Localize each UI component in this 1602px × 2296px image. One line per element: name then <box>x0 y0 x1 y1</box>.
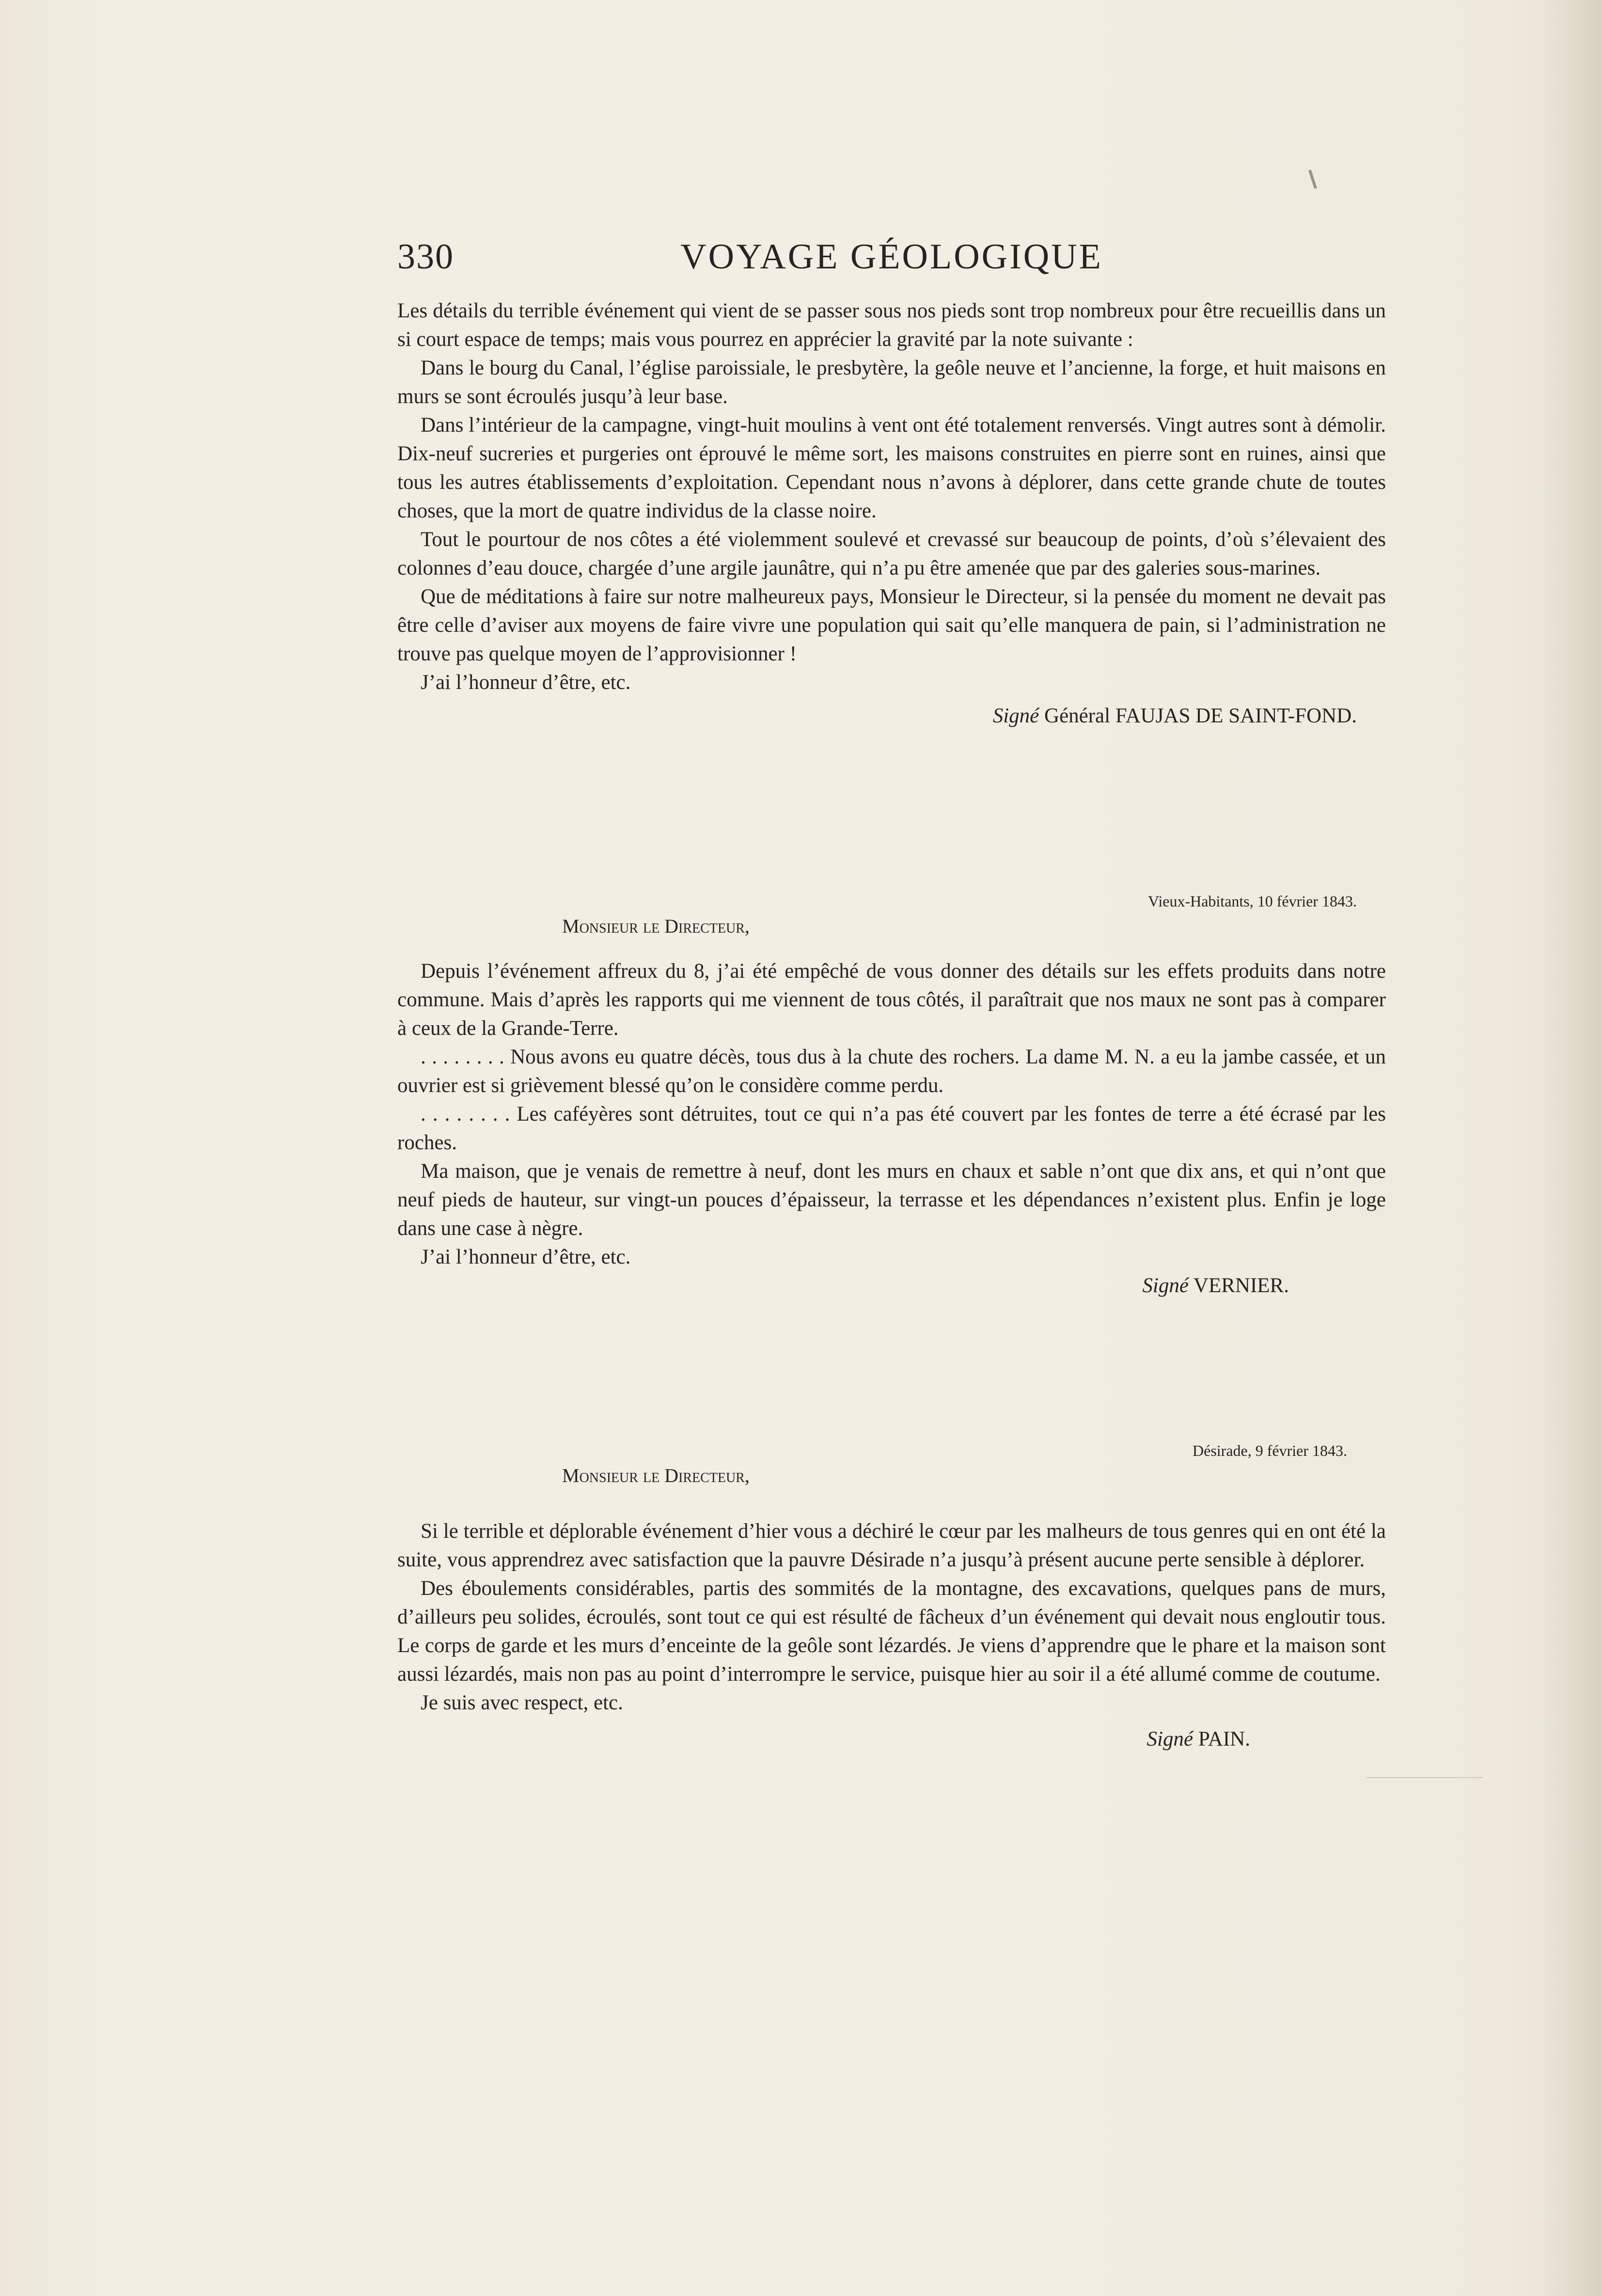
salutation: Monsieur le Directeur, <box>562 915 750 937</box>
paragraph: J’ai l’honneur d’être, etc. <box>421 1246 631 1268</box>
paragraph: Depuis l’événement affreux du 8, j’ai été empêché de vous donner des détails sur les effets produits dans notre commune. Mais d’après les rapports qui me viennent de tous côtés, il paraîtrait que nos maux ne sont pas à comparer à ceux de la Grande-Terre. <box>397 960 1386 1040</box>
page-edge-shadow <box>1544 0 1602 2296</box>
signature <box>397 1271 1386 1300</box>
paragraph: Je suis avec respect, etc. <box>421 1691 623 1714</box>
paragraph: J’ai l’honneur d’être, etc. <box>421 671 631 694</box>
paragraph: Des éboulements considérables, partis des sommités de la montagne, des excavations, quelques pans de murs, d’ailleurs peu solides, écroulés, sont tout ce qui est résulté de fâcheux d’un événement qui devait nous engloutir tous. Le corps de garde et les murs d’enceinte de la geôle sont lézardés. Je viens d’apprendre que le phare et la maison sont aussi lézardés, mais non pas au point d’interrompre le service, puisque hier au soir il a été allumé comme de coutume. <box>397 1577 1386 1686</box>
letter-pain <box>397 1440 1386 1753</box>
signature-name: Général FAUJAS DE SAINT-FOND. <box>1044 704 1357 727</box>
signature-label: Signé <box>1147 1728 1194 1750</box>
running-title: VOYAGE GÉOLOGIQUE <box>680 237 1103 277</box>
signature-name: VERNIER. <box>1193 1274 1289 1297</box>
paragraph: Dans le bourg du Canal, l’église paroissiale, le presbytère, la geôle neuve et l’ancienne, la forge, et huit maisons en murs se sont écroulés jusqu’à leur base. <box>397 357 1386 408</box>
page-header <box>397 233 1386 291</box>
paragraph: Que de méditations à faire sur notre malheureux pays, Monsieur le Directeur, si la pensée du moment ne devait pas être celle d’aviser aux moyens de faire vivre une population qui sait qu’elle manquera de pain, si l’administration ne trouve pas quelque moyen de l’approvisionner ! <box>397 585 1386 665</box>
place-date: Vieux-Habitants, 10 février 1843. <box>1148 892 1357 910</box>
signature-label: Signé <box>1142 1274 1189 1297</box>
paragraph: Tout le pourtour de nos côtes a été violemment soulevé et crevassé sur beaucoup de points, d’où s’élevaient des colonnes d’eau douce, chargée d’une argile jaunâtre, qui n’a pu être amenée que par des galeries sous-marines. <box>397 528 1386 579</box>
letter-faujas <box>397 297 1386 730</box>
page-number: 330 <box>397 237 454 277</box>
paragraph: . . . . . . . . Nous avons eu quatre décès, tous dus à la chute des rochers. La dame M. N. a eu la jambe cassée, et un ouvrier est si grièvement blessé qu’on le considère comme perdu. <box>397 1046 1386 1097</box>
signature <box>397 1725 1386 1753</box>
signature-name: PAIN. <box>1198 1728 1250 1750</box>
letter-vernier <box>397 890 1386 1300</box>
salutation: Monsieur le Directeur, <box>562 1465 750 1486</box>
signature-label: Signé <box>992 704 1039 727</box>
paragraph: . . . . . . . . Les caféyères sont détruites, tout ce qui n’a pas été couvert par les fontes de terre a été écrasé par les roches. <box>397 1103 1386 1154</box>
paragraph: Dans l’intérieur de la campagne, vingt-huit moulins à vent ont été totalement renversés. Vingt autres sont à démolir. Dix-neuf sucreries et purgeries ont éprouvé le même sort, les maisons construites en pierre sont en ruines, ainsi que tous les autres établissements d’exploitation. Cependant nous n’avons à déplorer, dans cette grande chute de toutes choses, que la mort de quatre individus de la classe noire. <box>397 414 1386 522</box>
paper-mark <box>1308 170 1317 189</box>
paragraph: Ma maison, que je venais de remettre à neuf, dont les murs en chaux et sable n’ont que dix ans, et qui n’ont que neuf pieds de hauteur, sur vingt-un pouces d’épaisseur, la terrasse et les dépendances n’existent plus. Enfin je loge dans une case à nègre. <box>397 1160 1386 1240</box>
paragraph: Les détails du terrible événement qui vient de se passer sous nos pieds sont trop nombreux pour être recueillis dans un si court espace de temps; mais vous pourrez en apprécier la gravité par la note suivante : <box>397 299 1386 351</box>
paragraph: Si le terrible et déplorable événement d’hier vous a déchiré le cœur par les malheurs de tous genres qui en ont été la suite, vous apprendrez avec satisfaction que la pauvre Désirade n’a jusqu’à présent aucune perte sensible à déplorer. <box>397 1520 1386 1571</box>
show-through-rule <box>1366 1777 1483 1778</box>
signature <box>397 702 1386 730</box>
place-date: Désirade, 9 février 1843. <box>1193 1442 1347 1459</box>
